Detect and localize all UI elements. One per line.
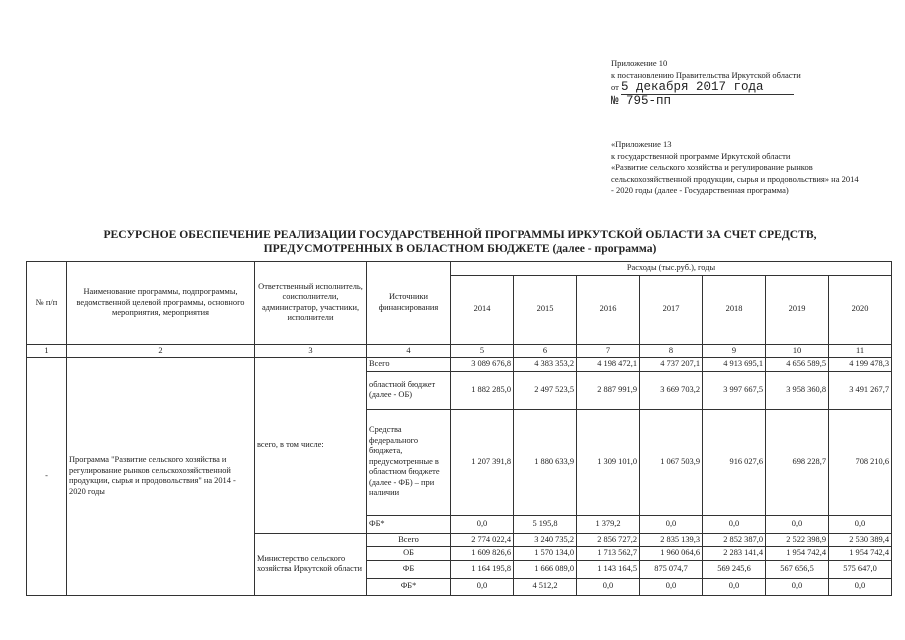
value-cell: 4 198 472,1	[577, 358, 640, 372]
value-cell: 3 240 735,2	[514, 533, 577, 547]
value-cell: 2 887 991,9	[577, 371, 640, 409]
value-cell: 1 379,2	[577, 515, 640, 533]
value-cell: 2 522 398,9	[766, 533, 829, 547]
source-cell: ФБ	[367, 560, 451, 578]
year-header: 2019	[766, 275, 829, 344]
value-cell: 4 737 207,1	[640, 358, 703, 372]
value-cell: 3 958 360,8	[766, 371, 829, 409]
value-cell: 4 913 695,1	[703, 358, 766, 372]
value-cell: 0,0	[703, 578, 766, 595]
value-cell: 1 954 742,4	[766, 547, 829, 561]
value-cell: 1 666 089,0	[514, 560, 577, 578]
value-cell: 569 245,6	[703, 560, 766, 578]
resolution-label: к постановлению Правительства Иркутской области	[611, 69, 801, 80]
col-number: 4	[367, 344, 451, 358]
value-cell: 1 880 633,9	[514, 409, 577, 515]
value-cell: 0,0	[640, 515, 703, 533]
resolution-date: 5 декабря 2017 года	[621, 81, 794, 95]
table-row	[27, 358, 892, 372]
value-cell: 2 497 523,5	[514, 371, 577, 409]
value-cell: 3 997 667,5	[703, 371, 766, 409]
value-cell: 916 027,6	[703, 409, 766, 515]
value-cell: 1 713 562,7	[577, 547, 640, 561]
value-cell: 567 656,5	[766, 560, 829, 578]
source-cell: ФБ*	[367, 515, 451, 533]
source-cell: ОБ	[367, 547, 451, 561]
exec-all: всего, в том числе:	[255, 358, 367, 534]
col-number: 6	[514, 344, 577, 358]
col-number: 7	[577, 344, 640, 358]
value-cell: 2 283 141,4	[703, 547, 766, 561]
year-header: 2016	[577, 275, 640, 344]
row-number: -	[27, 358, 67, 596]
appendix2-line1: «Приложение 13	[611, 139, 672, 149]
value-cell: 0,0	[829, 578, 892, 595]
value-cell: 0,0	[829, 515, 892, 533]
col-number: 2	[67, 344, 255, 358]
value-cell: 2 852 387,0	[703, 533, 766, 547]
value-cell: 0,0	[451, 578, 514, 595]
value-cell: 3 669 703,2	[640, 371, 703, 409]
value-cell: 1 143 164,5	[577, 560, 640, 578]
resource-table	[26, 261, 892, 596]
value-cell: 0,0	[703, 515, 766, 533]
value-cell: 2 774 022,4	[451, 533, 514, 547]
value-cell: 4 656 589,5	[766, 358, 829, 372]
value-cell: 1 570 134,0	[514, 547, 577, 561]
value-cell: 1 067 503,9	[640, 409, 703, 515]
header-exec: Ответственный исполнитель, соисполнители, администратор, участники, исполнители	[255, 262, 367, 345]
source-cell: Средства федерального бюджета, предусмотренные в областном бюджете (далее - ФБ) – при наличии	[367, 409, 451, 515]
value-cell: 4 512,2	[514, 578, 577, 595]
value-cell: 2 856 727,2	[577, 533, 640, 547]
col-number: 5	[451, 344, 514, 358]
date-prefix: от	[611, 82, 619, 92]
value-cell: 1 609 826,6	[451, 547, 514, 561]
year-header: 2017	[640, 275, 703, 344]
value-cell: 3 089 676,8	[451, 358, 514, 372]
year-header: 2018	[703, 275, 766, 344]
resolution-header	[611, 58, 801, 108]
program-appendix-note	[611, 139, 861, 197]
document-title	[60, 228, 860, 255]
value-cell: 0,0	[766, 578, 829, 595]
header-expenses: Расходы (тыс.руб.), годы	[451, 262, 892, 276]
value-cell: 1 960 064,6	[640, 547, 703, 561]
source-cell: Всего	[367, 358, 451, 372]
value-cell: 1 309 101,0	[577, 409, 640, 515]
title-line2: ПРЕДУСМОТРЕННЫХ В ОБЛАСТНОМ БЮДЖЕТЕ (далее - программа)	[263, 241, 657, 255]
value-cell: 0,0	[766, 515, 829, 533]
value-cell: 3 491 267,7	[829, 371, 892, 409]
value-cell: 575 647,0	[829, 560, 892, 578]
year-header: 2020	[829, 275, 892, 344]
source-cell: ФБ*	[367, 578, 451, 595]
title-line1: РЕСУРСНОЕ ОБЕСПЕЧЕНИЕ РЕАЛИЗАЦИИ ГОСУДАРСТВЕННОЙ ПРОГРАММЫ ИРКУТСКОЙ ОБЛАСТИ ЗА СЧЕТ СРЕДСТВ,	[103, 228, 817, 241]
value-cell: 0,0	[640, 578, 703, 595]
column-numbers-row	[27, 344, 892, 358]
value-cell: 4 199 478,3	[829, 358, 892, 372]
value-cell: 5 195,8	[514, 515, 577, 533]
value-cell: 0,0	[451, 515, 514, 533]
value-cell: 1 954 742,4	[829, 547, 892, 561]
year-header: 2014	[451, 275, 514, 344]
value-cell: 2 835 139,3	[640, 533, 703, 547]
header-source: Источники финансирования	[367, 262, 451, 345]
value-cell: 1 882 285,0	[451, 371, 514, 409]
header-name: Наименование программы, подпрограммы, ведомственной целевой программы, основного мероприятия, мероприятия	[67, 262, 255, 345]
col-number: 11	[829, 344, 892, 358]
appendix2-line3: «Развитие сельского хозяйства и регулирование рынков сельскохозяйственной продукции, сырья и продовольствия» на 2014 - 2020 годы (далее - Государственная программа)	[611, 162, 859, 195]
appendix2-line2: к государственной программе Иркутской области	[611, 150, 791, 161]
resolution-number: № 795-пп	[611, 94, 672, 108]
value-cell: 1 207 391,8	[451, 409, 514, 515]
value-cell: 708 210,6	[829, 409, 892, 515]
col-number: 10	[766, 344, 829, 358]
value-cell: 2 530 389,4	[829, 533, 892, 547]
date-line	[611, 81, 801, 95]
source-cell: областной бюджет (далее - ОБ)	[367, 371, 451, 409]
col-number: 8	[640, 344, 703, 358]
program-name: Программа "Развитие сельского хозяйства и регулирование рынков сельскохозяйственной продукции, сырья и продовольствия" на 2014 - 2020 годы	[67, 358, 255, 596]
value-cell: 698 228,7	[766, 409, 829, 515]
appendix-label: Приложение 10	[611, 58, 668, 68]
value-cell: 4 383 353,2	[514, 358, 577, 372]
source-cell: Всего	[367, 533, 451, 547]
header-num: № п/п	[27, 262, 67, 345]
exec-ministry: Министерство сельского хозяйства Иркутской области	[255, 533, 367, 595]
col-number: 9	[703, 344, 766, 358]
value-cell: 875 074,7	[640, 560, 703, 578]
value-cell: 1 164 195,8	[451, 560, 514, 578]
year-header: 2015	[514, 275, 577, 344]
col-number: 1	[27, 344, 67, 358]
col-number: 3	[255, 344, 367, 358]
value-cell: 0,0	[577, 578, 640, 595]
